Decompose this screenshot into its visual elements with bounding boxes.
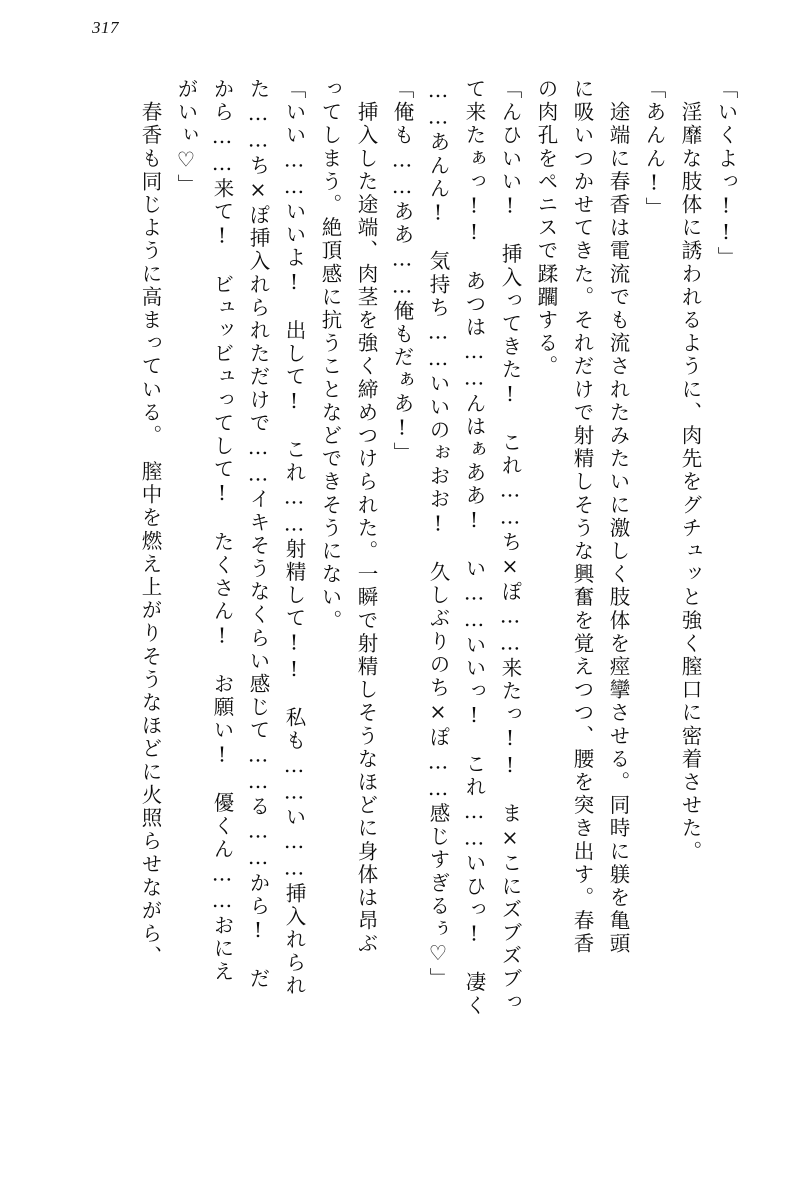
text-line: の肉孔をペニスで蹂躙する。 [534,78,558,379]
text-line: て来たぁっ!! あつは……んはぁああ! い……いいっ! これ……いひっ! 凄く [462,78,486,1018]
text-line: に吸いつかせてきた。それだけで射精しそうな興奮を覚えつつ、腰を突き出す。春香 [570,78,594,956]
text-line: た……ち×ぽ挿入れられただけで……イキそうなくらい感じて……る……から! だ [246,78,270,991]
text-line: から……来て! ビュッビュってして! たくさん! お願い! 優くん……おにえ [210,78,234,984]
text-line: ってしまう。絶頂感に抗うことなどできそうにない。 [318,78,342,633]
page-number: 317 [92,18,119,37]
text-line: 「いくよっ!!」 [714,78,738,270]
vertical-text-body [56,78,736,1130]
text-line: 「いい……いいよ! 出して! これ……射精して!! 私も……い……挿入れられ [282,78,306,998]
text-line: 「俺も……ああ……俺もだぁあ!」 [390,78,414,466]
text-line: ……あんん! 気持ち……いいのぉおお! 久しぶりのち×ぽ……感じすぎるぅ♡」 [426,78,450,991]
text-line: 「んひいい! 挿入ってきた! これ……ち×ぽ……来たっ!! ま×こにズブズブっ [498,78,522,1014]
text-line: 春香も同じように高まっている。 膣中を燃え上がりそうなほどに火照らせながら、 [138,78,162,969]
text-line: 挿入した途端、肉茎を強く締めつけられた。一瞬で射精しそうなほどに身体は昂ぶ [354,78,378,956]
text-line: がいぃ♡」 [174,78,198,197]
text-line: 途端に春香は電流でも流されたみたいに激しく肢体を痙攣させる。同時に躾を亀頭 [606,78,630,956]
text-line: 「あんん!」 [642,78,666,221]
text-line: 淫靡な肢体に誘われるように、肉先をグチュッと強く膣口に密着させた。 [678,78,702,864]
